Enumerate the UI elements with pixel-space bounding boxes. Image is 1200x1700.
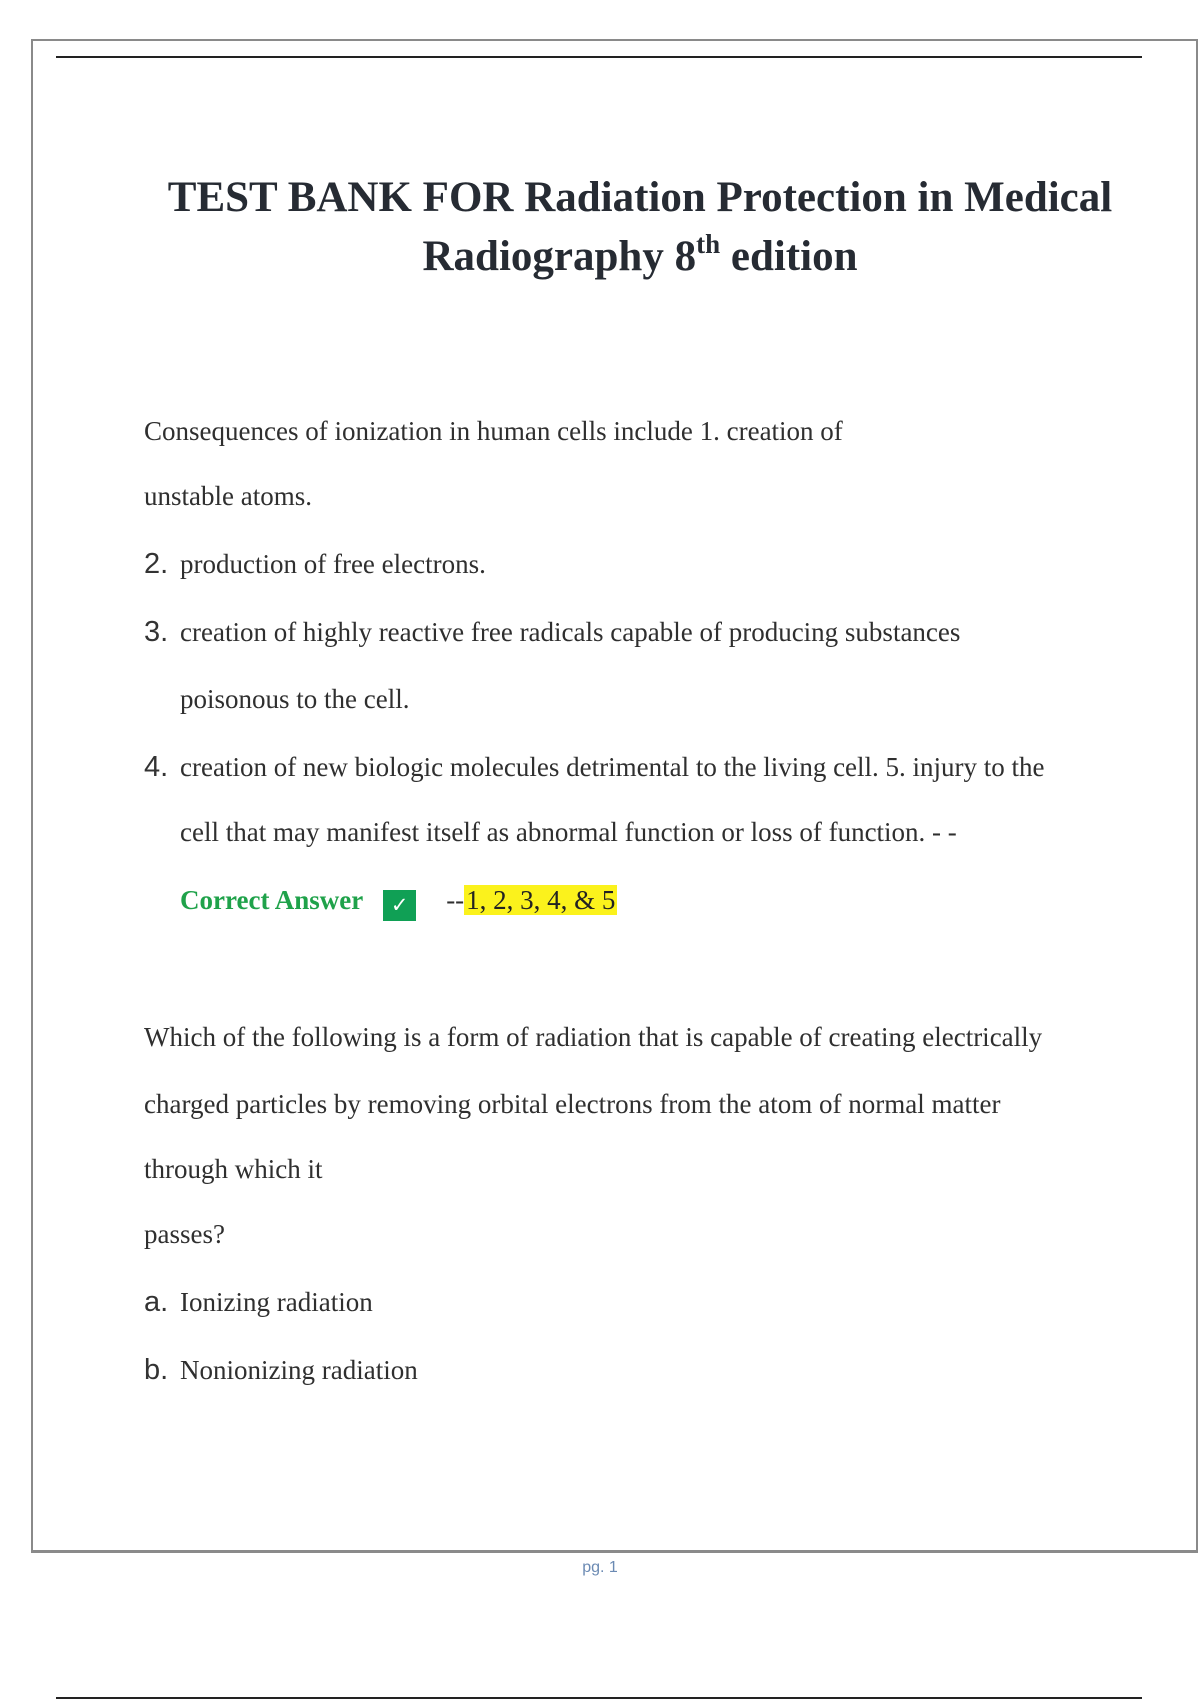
q1-intro-line-1: Consequences of ionization in human cells include 1. creation of [144,416,843,446]
q1-intro-line-2: unstable atoms. [144,481,312,511]
title-line-2-suffix: edition [720,233,858,280]
q1-item-4-continuation: cell that may manifest itself as abnormal function or loss of function. - - [180,817,957,847]
list-number: 2. [144,548,169,580]
list-item-text: creation of highly reactive free radicals capable of producing substances [180,617,961,647]
option-letter: a. [144,1286,169,1318]
q1-item-3-continuation: poisonous to the cell. [180,684,410,714]
option-text: Ionizing radiation [180,1287,373,1317]
option-text: Nonionizing radiation [180,1355,418,1385]
q1-item-2 [144,548,486,581]
q2-line-1: Which of the following is a form of radiation that is capable of creating electrically [144,1022,1043,1052]
list-item-text: creation of new biologic molecules detrimental to the living cell. 5. injury to the [180,752,1045,782]
q1-item-4 [144,751,1045,784]
list-item-text: production of free electrons. [180,549,486,579]
list-number: 3. [144,616,169,648]
highlighted-answer: 1, 2, 3, 4, & 5 [466,885,616,915]
correct-answer-row [180,885,617,921]
checkmark-icon: ✓ [383,890,416,921]
q2-line-4: passes? [144,1219,225,1249]
q2-option-b [144,1354,418,1387]
correct-answer-label: Correct Answer [180,885,364,915]
title-line-2-prefix: Radiography 8 [422,233,697,280]
title-line-2 [140,227,1140,286]
q2-line-3: through which it [144,1154,323,1184]
option-letter: b. [144,1354,169,1386]
q2-option-a [144,1286,373,1319]
document-title [140,168,1140,286]
q2-line-2: charged particles by removing orbital electrons from the atom of normal matter [144,1089,1001,1119]
bottom-rule [56,1697,1142,1699]
list-number: 4. [144,751,169,783]
q1-item-3 [144,616,960,649]
title-line-1: TEST BANK FOR Radiation Protection in Medical [167,174,1113,221]
title-superscript: th [696,229,721,259]
page-number: pg. 1 [582,1559,618,1576]
answer-prefix: -- [446,885,465,915]
